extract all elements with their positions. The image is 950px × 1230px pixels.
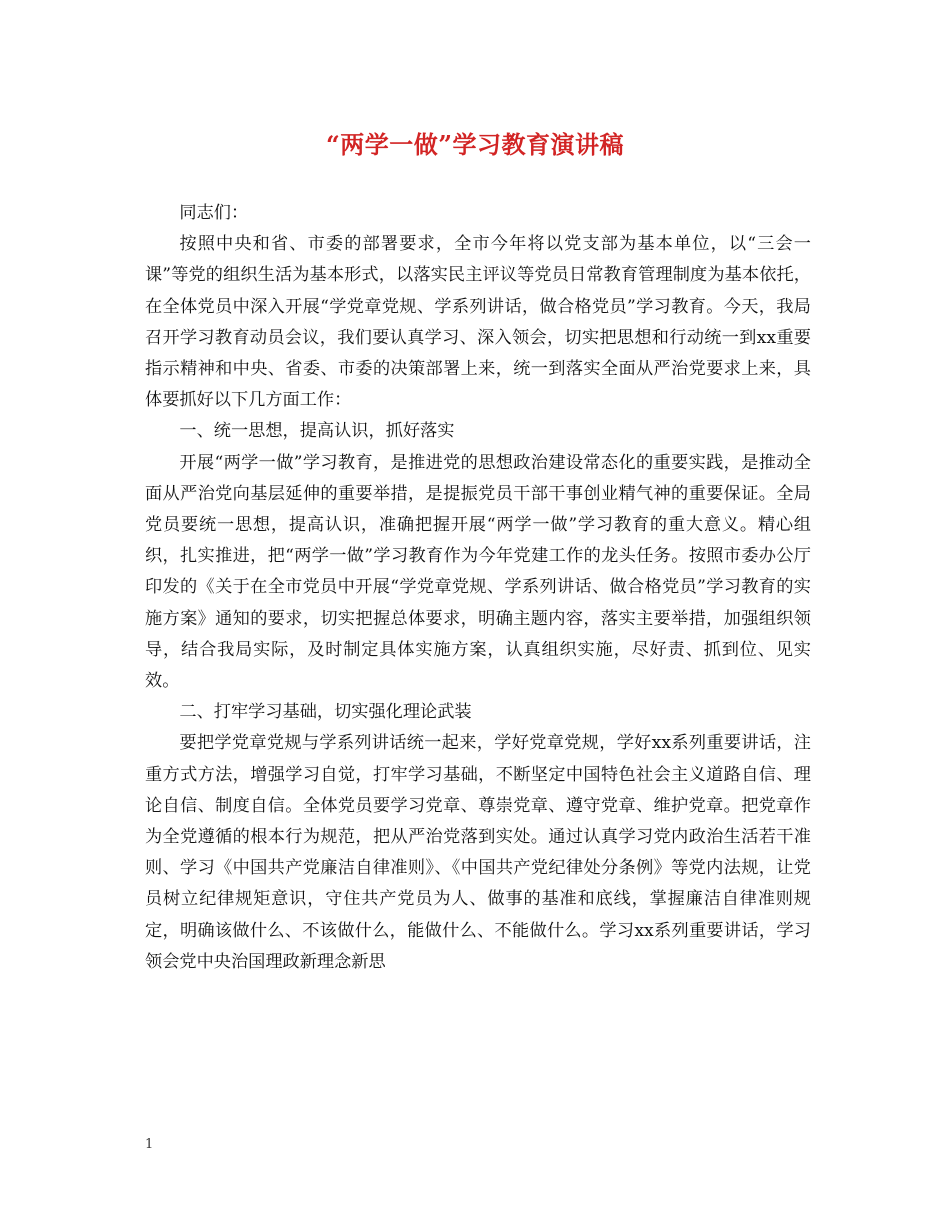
section-2-paragraph: 要把学党章党规与学系列讲话统一起来，学好党章党规，学好xx系列重要讲话，注重方式方法，增强学习自觉，打牢学习基础，不断坚定中国特色社会主义道路自信、理论自信、制度自信。全体党员要学习党章、尊崇党章、遵守党章、维护党章。把党章作为全党遵循的根本行为规范，把从严治党落到实处。通过认真学习党内政治生活若干准则、学习《中国共产党廉洁自律准则》、《中国共产党纪律处分条例》等党内法规，让党员树立纪律规矩意识，守住共产党员为人、做事的基准和底线，掌握廉洁自律准则规定，明确该做什么、不该做什么，能做什么、不能做什么。学习xx系列重要讲话，学习领会党中央治国理政新理念新思 — [145, 733, 811, 972]
section-1-paragraph: 开展“两学一做”学习教育，是推进党的思想政治建设常态化的重要实践，是推动全面从严治党向基层延伸的重要举措，是提振党员干部干事创业精气神的重要保证。全局党员要统一思想，提高认识，准确把握开展“两学一做”学习教育的重大意义。精心组织，扎实推进，把“两学一做”学习教育作为今年党建工作的龙头任务。按照市委办公厅印发的《关于在全市党员中开展“学党章党规、学系列讲话、做合格党员”学习教育的实施方案》通知的要求，切实把握总体要求，明确主题内容，落实主要举措，加强组织领导，结合我局实际，及时制定具体实施方案，认真组织实施，尽好责、抓到位、见实效。 — [145, 452, 811, 692]
document-title: “两学一做”学习教育演讲稿 — [325, 130, 625, 159]
salutation-paragraph: 同志们： — [179, 203, 249, 223]
intro-paragraph: 按照中央和省、市委的部署要求，全市今年将以党支部为基本单位，以“三会一课”等党的组织生活为基本形式，以落实民主评议等党员日常教育管理制度为基本依托，在全体党员中深入开展“学党章党规、学系列讲话，做合格党员”学习教育。今天，我局召开学习教育动员会议，我们要认真学习、深入领会，切实把思想和行动统一到xx重要指示精神和中央、省委、市委的决策部署上来，统一到落实全面从严治党要求上来，具体要抓好以下几方面工作： — [145, 234, 811, 411]
document-body — [145, 198, 811, 978]
page-number: 1 — [145, 1137, 154, 1152]
section-heading-2: 二、打牢学习基础，切实强化理论武装 — [179, 702, 472, 723]
section-heading-1: 一、统一思想，提高认识，抓好落实 — [179, 421, 455, 442]
